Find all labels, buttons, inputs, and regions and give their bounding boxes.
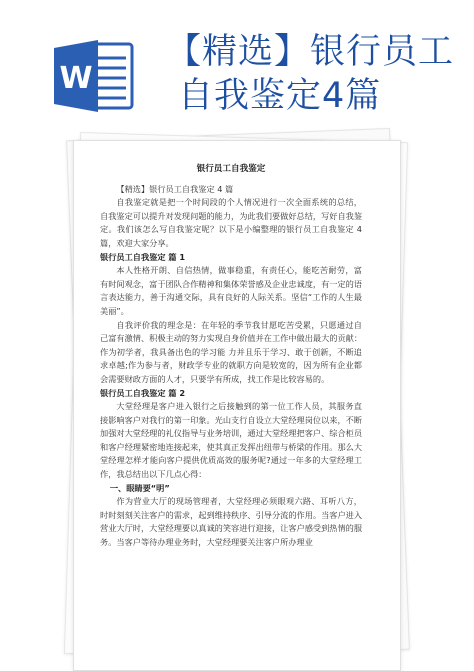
section-heading: 银行员工自我鉴定 篇 2: [100, 387, 186, 398]
subsection-heading: 一、眼睛要“明”: [109, 482, 170, 493]
paragraph: 大堂经理是客户进入银行之后接触到的第一位工作人员，其服务直接影响客户对我行的第一印象。光山支行自设立大堂经理岗位以来，不断加强对大堂经理的礼仪指导与业务培训，通过大堂经理把客户、综合柜员和客户经理紧密地连接起来，使其真正发挥出纽带与桥梁的作用。那么大堂经理怎样才能向客户提供优质高效的服务呢?通过一年多的大堂经理工作，我总结出以下几点心得：: [100, 401, 363, 480]
paragraph: 自我评价我的理念是：在年轻的季节我甘愿吃苦受累，只愿通过自己富有激情、积极主动的努力实现自身价值并在工作中做出最大的贡献：作为初学者，我具备出色的学习能 力并且乐于学习、敢于创新，不断追求卓越;作为参与者，财政学专业的就职方向是较宽的，因为所有企业都会需要财政方面的人才，只要学有所成，找工作是比较容易的。: [100, 319, 363, 384]
word-logo-letter: W: [59, 61, 93, 96]
document-title: 银行员工自我鉴定: [196, 164, 266, 174]
word-document-icon: [54, 38, 136, 114]
section-heading: 银行员工自我鉴定 篇 1: [100, 251, 186, 262]
page-title-line2: 自我鉴定4篇: [178, 76, 382, 116]
paragraph: 本人性格开朗、自信热情，做事稳重，有责任心，能吃苦耐劳，富有时间观念，富于团队合作精神和集体荣誉感及企业忠诚度，有一定的语言表达能力，善于沟通交际，具有良好的人际关系。坚信“工作的人生最美丽”。: [100, 265, 363, 316]
intro-paragraph: 自我鉴定就是把一个时间段的个人情况进行一次全面系统的总结，自我鉴定可以提升对发现问题的能力，为此我们要做好总结，写好自我鉴定。我们该怎么写自我鉴定呢？以下是小编整理的银行员工自我鉴定 4 篇，欢迎大家分享。: [100, 197, 363, 248]
intro-heading: 【精选】银行员工自我鉴定 4 篇: [116, 183, 234, 194]
document-page[interactable]: [73, 140, 401, 671]
page-title-line1: 【精选】银行员工: [166, 32, 455, 72]
page-title: [166, 30, 454, 118]
paragraph: 作为营业大厅的现场管理者，大堂经理必须眼观六路、耳听八方，时时刻刻关注客户的需求，起到维持秩序、引导分流的作用。当客户进入营业大厅时，大堂经理要以真诚的笑容进行迎接，让客户感受到热情的服务。当客户等待办理业务时，大堂经理要关注客户所办理业: [100, 496, 363, 548]
document-content: [100, 163, 362, 550]
